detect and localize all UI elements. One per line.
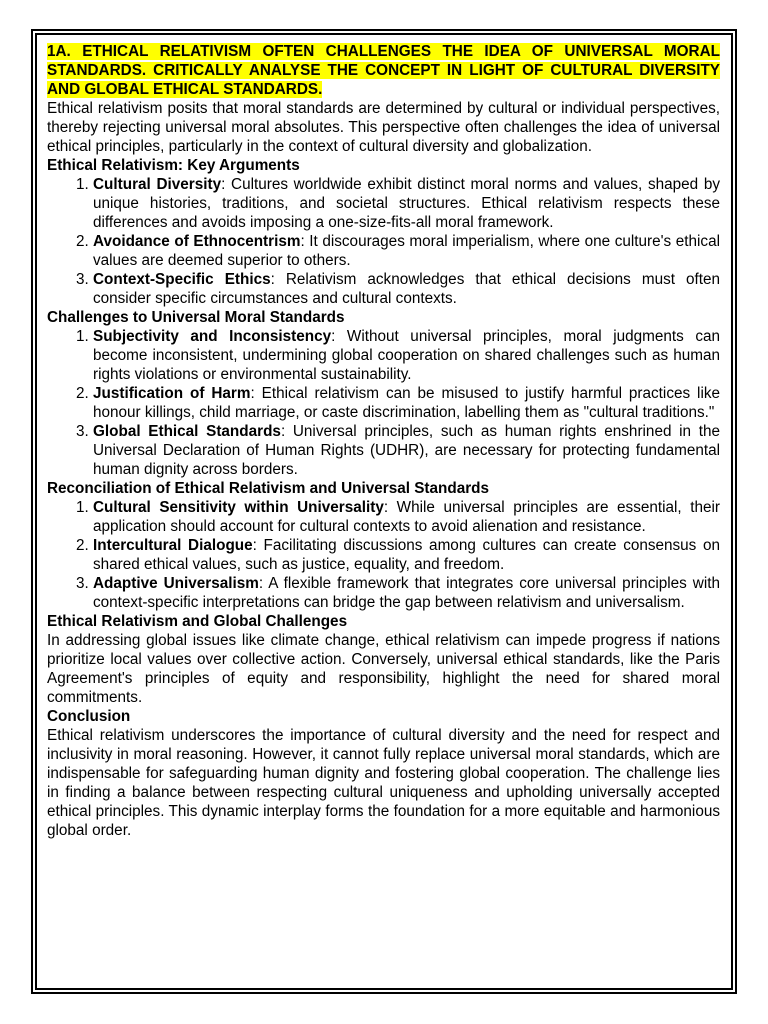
list-item (93, 536, 720, 574)
challenges-list (47, 327, 720, 479)
list-item-term: Adaptive Universalism (93, 575, 259, 592)
list-item-text: : Relativism acknowledges that ethical decisions must often consider specific circumstances and cultural contexts. (93, 271, 720, 307)
list-item-text: : While universal principles are essential, their application should account for cultural contexts to avoid alienation and resistance. (93, 499, 720, 535)
question-highlight: 1A. ETHICAL RELATIVISM OFTEN CHALLENGES THE IDEA OF UNIVERSAL MORAL STANDARDS. CRITICALLY ANALYSE THE CONCEPT IN LIGHT OF CULTURAL DIVERSITY AND GLOBAL ETHICAL STANDARDS. (47, 43, 720, 98)
list-item-text: : Cultures worldwide exhibit distinct moral norms and values, shaped by unique histories, traditions, and societal structures. Ethical relativism respects these differences and avoids imposing a one-size-fits-all moral framework. (93, 176, 720, 231)
section-heading-key-arguments: Ethical Relativism: Key Arguments (47, 157, 300, 174)
intro-paragraph: Ethical relativism posits that moral standards are determined by cultural or individual perspectives, thereby rejecting universal moral absolutes. This perspective often challenges the idea of universal ethical principles, particularly in the context of cultural diversity and globalization. (47, 100, 720, 155)
section-heading-reconciliation: Reconciliation of Ethical Relativism and Universal Standards (47, 480, 490, 497)
list-item-term: Cultural Diversity (93, 176, 222, 193)
list-item-term: Justification of Harm (93, 385, 251, 402)
list-item-term: Subjectivity and Inconsistency (93, 328, 332, 345)
list-item (93, 498, 720, 536)
reconciliation-list (47, 498, 720, 612)
list-item (93, 327, 720, 384)
list-item-term: Intercultural Dialogue (93, 537, 253, 554)
list-item-term: Context-Specific Ethics (93, 271, 271, 288)
list-item (93, 422, 720, 479)
list-item-text: : Ethical relativism can be misused to justify harmful practices like honour killings, child marriage, or caste discrimination, labelling them as "cultural traditions." (93, 385, 720, 421)
list-item-text: : Facilitating discussions among cultures can create consensus on shared ethical values, such as justice, equality, and freedom. (93, 537, 720, 573)
list-item (93, 574, 720, 612)
list-item-text: : Without universal principles, moral judgments can become inconsistent, undermining global cooperation on shared challenges such as human rights violations or environmental sustainability. (93, 328, 720, 383)
global-challenges-paragraph: In addressing global issues like climate change, ethical relativism can impede progress if nations prioritize local values over collective action. Conversely, universal ethical standards, like the Paris Agreement's principles of equity and responsibility, highlight the need for shared moral commitments. (47, 632, 720, 706)
section-heading-challenges: Challenges to Universal Moral Standards (47, 309, 345, 326)
list-item (93, 232, 720, 270)
list-item-text: : Universal principles, such as human rights enshrined in the Universal Declaration of Human Rights (UDHR), are necessary for protecting fundamental human dignity across borders. (93, 423, 720, 478)
list-item (93, 175, 720, 232)
list-item-text: : It discourages moral imperialism, where one culture's ethical values are deemed superior to others. (93, 233, 720, 269)
section-heading-conclusion: Conclusion (47, 708, 131, 725)
section-heading-global-challenges: Ethical Relativism and Global Challenges (47, 613, 348, 630)
list-item (93, 384, 720, 422)
list-item (93, 270, 720, 308)
list-item-term: Global Ethical Standards (93, 423, 281, 440)
list-item-term: Cultural Sensitivity within Universality (93, 499, 384, 516)
key-arguments-list (47, 175, 720, 308)
conclusion-paragraph: Ethical relativism underscores the importance of cultural diversity and the need for respect and inclusivity in moral reasoning. However, it cannot fully replace universal moral standards, which are indispensable for safeguarding human dignity and fostering global cooperation. The challenge lies in finding a balance between respecting cultural uniqueness and upholding universally accepted ethical principles. This dynamic interplay forms the foundation for a more equitable and harmonious global order. (47, 727, 720, 839)
document-body (47, 42, 720, 840)
list-item-term: Avoidance of Ethnocentrism (93, 233, 301, 250)
list-item-text: : A flexible framework that integrates core universal principles with context-specific interpretations can bridge the gap between relativism and universalism. (93, 575, 720, 611)
question-title (47, 42, 720, 99)
